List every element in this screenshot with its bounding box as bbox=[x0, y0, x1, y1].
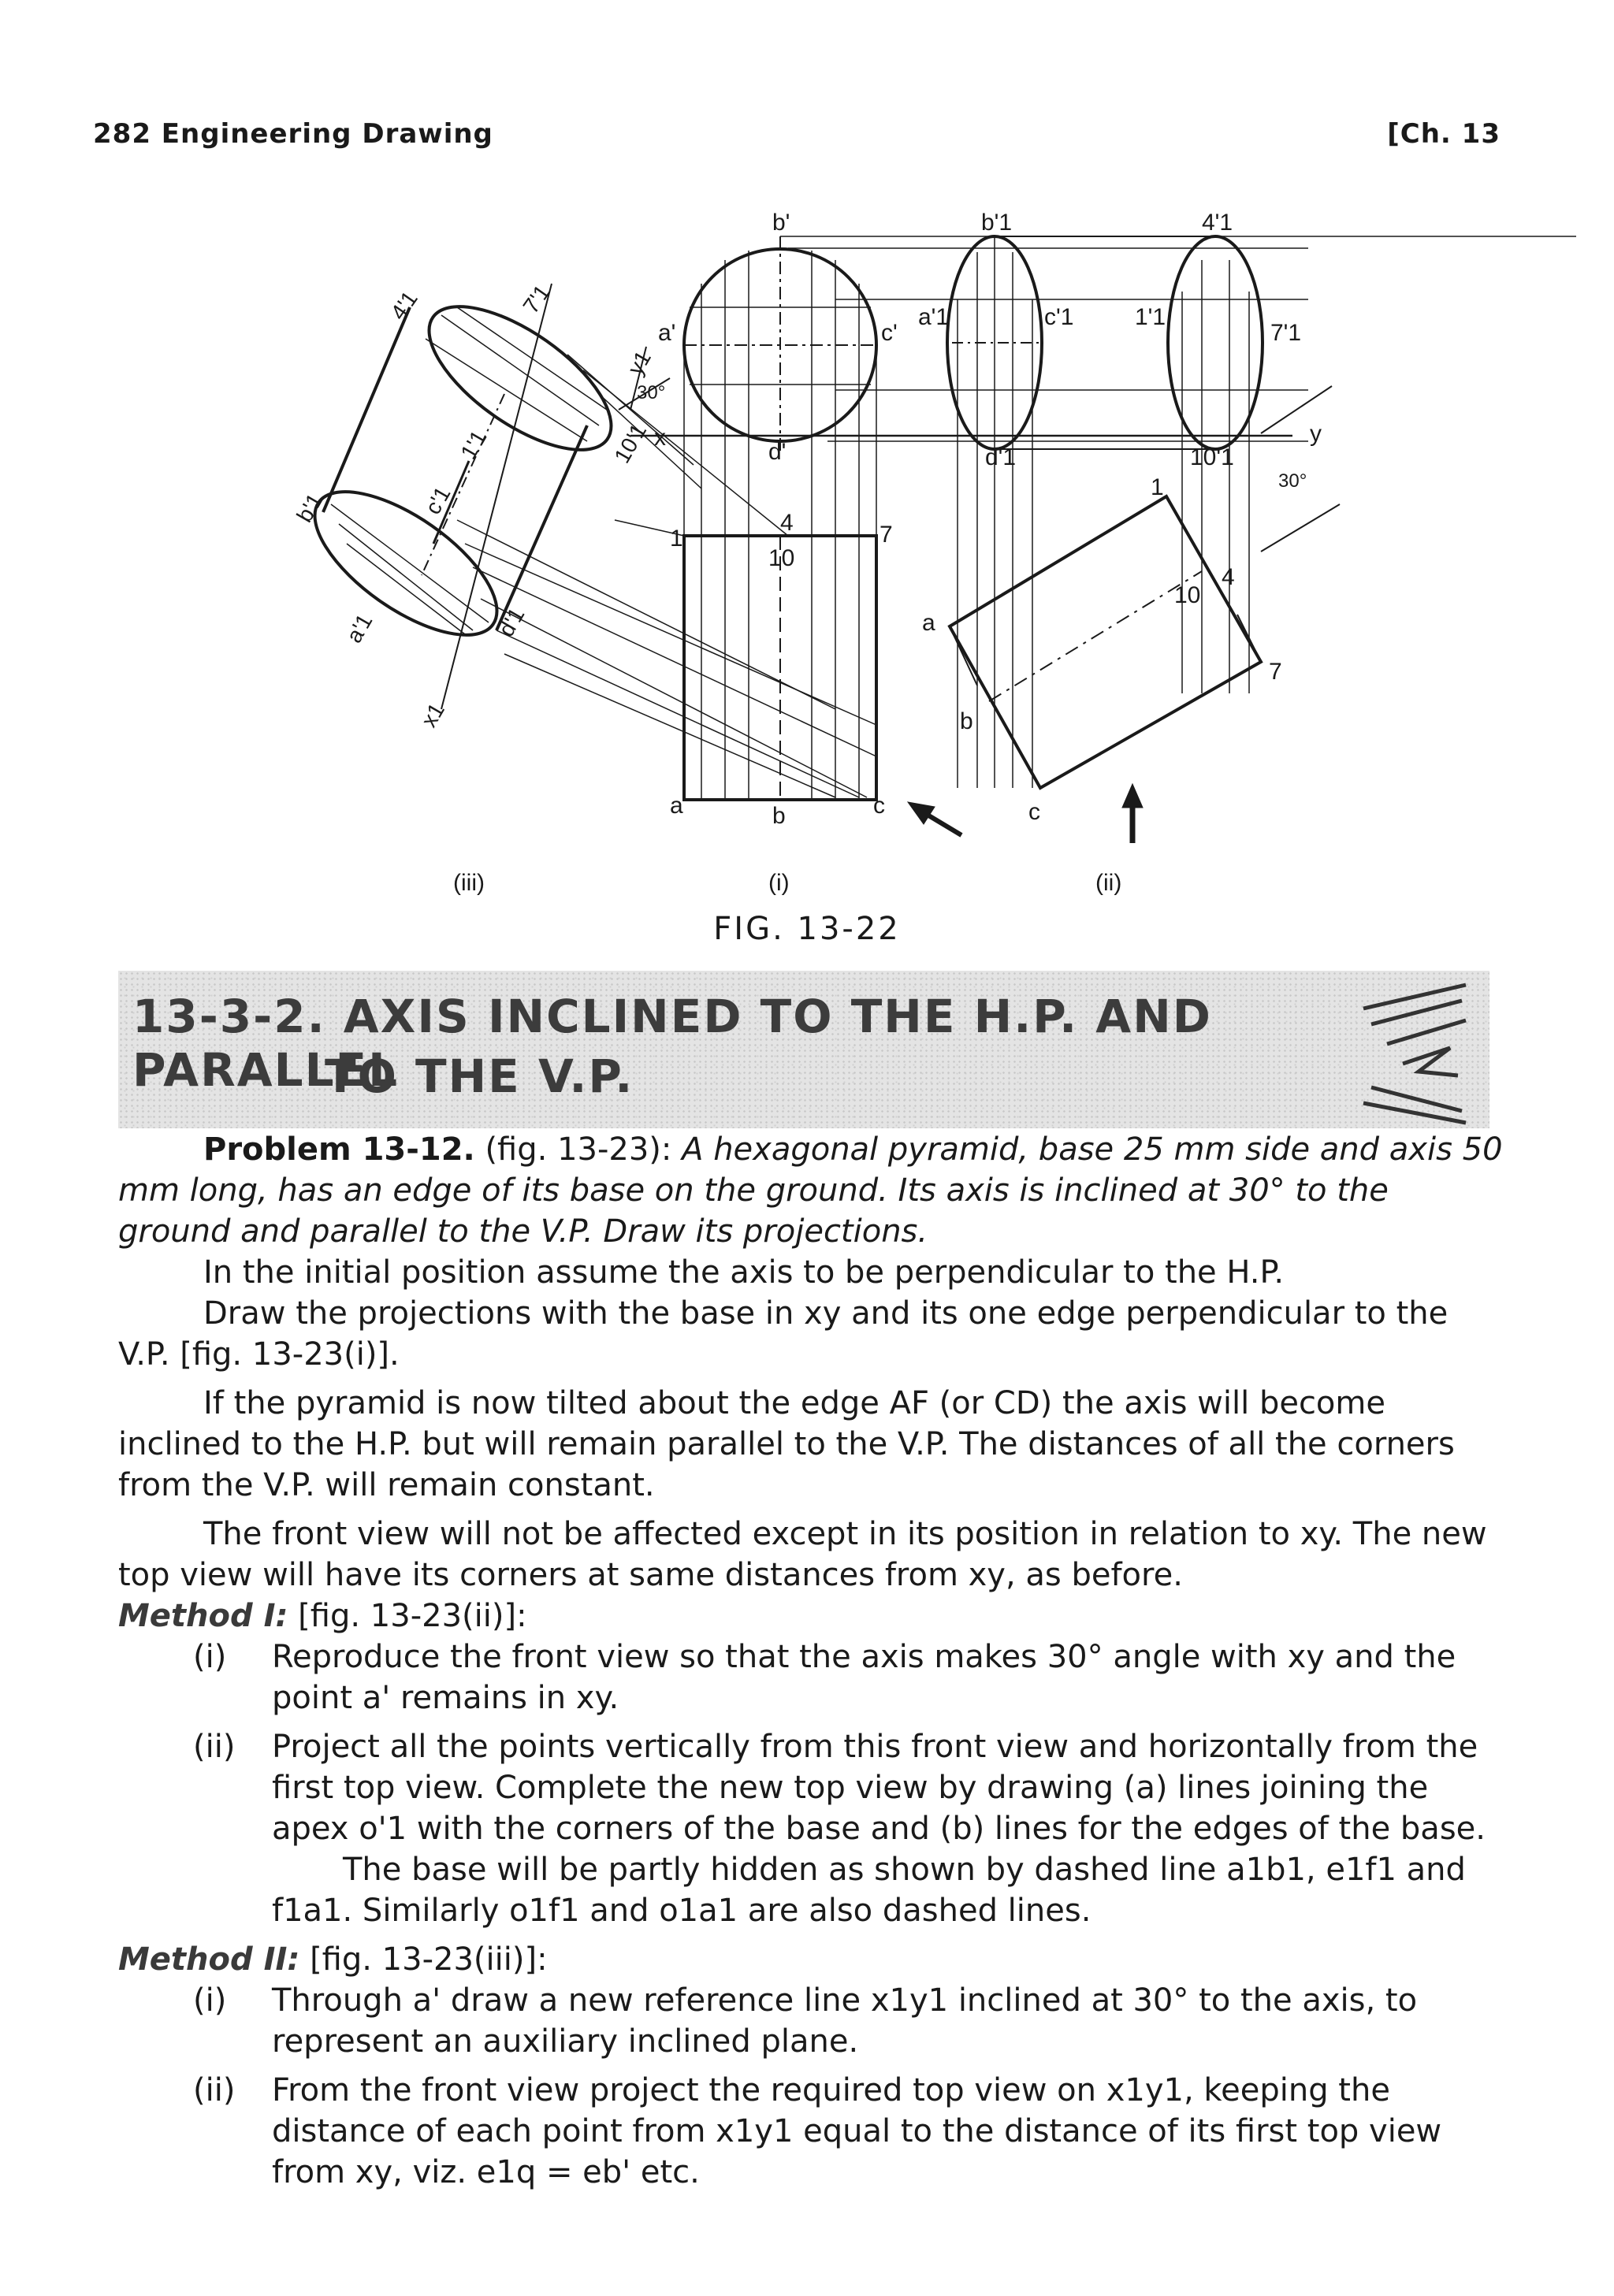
method-2-item-1 bbox=[118, 1980, 1505, 2062]
label-y1: y1 bbox=[623, 346, 656, 379]
label-1-ii: 1 bbox=[1151, 474, 1164, 500]
section-decoration-icon bbox=[1356, 977, 1474, 1127]
method-1-item-1-text: Reproduce the front view so that the axis makes 30° angle with xy and the point a' remains in xy. bbox=[272, 1639, 1456, 1716]
section-heading-line2: TO THE V.P. bbox=[325, 1050, 634, 1103]
paragraph-2: Draw the projections with the base in xy and its one edge perpendicular to the V.P. [fig. 13-23(i)]. bbox=[118, 1295, 1449, 1373]
label-a-ii: a bbox=[922, 610, 935, 636]
label-10-1-iii: 10'1 bbox=[609, 419, 652, 467]
label-10-1: 10'1 bbox=[1190, 444, 1234, 470]
method-1-item-1 bbox=[118, 1637, 1505, 1718]
label-thirty-deg-ii: 30° bbox=[1278, 470, 1307, 492]
label-b1-iii: b'1 bbox=[292, 489, 328, 526]
label-7-ii: 7 bbox=[1269, 659, 1282, 685]
label-c-ii: c bbox=[1028, 799, 1040, 825]
view-arrows bbox=[908, 784, 1143, 843]
method-2-item-1-text: Through a' draw a new reference line x1y1 inclined at 30° to the axis, to represent an auxiliary inclined plane. bbox=[272, 1982, 1418, 2060]
label-d1: d'1 bbox=[985, 444, 1017, 470]
label-1: 1 bbox=[670, 526, 683, 552]
method-1-label: Method I: bbox=[118, 1598, 288, 1634]
figure-13-22 bbox=[0, 0, 1614, 977]
problem-text: A hexagonal pyramid, base 25 mm side and axis 50 mm long, has an edge of its base on the ground. Its axis is inclined at 30° to the ground and parallel to the V.P. Draw its projections. bbox=[118, 1131, 1503, 1250]
label-b: b bbox=[772, 803, 786, 829]
label-4-1: 4'1 bbox=[1202, 210, 1233, 236]
method-1-item-2 bbox=[118, 1726, 1505, 1849]
label-c-prime: c' bbox=[881, 320, 898, 346]
tilted-top-view bbox=[950, 496, 1261, 788]
method-1-item-1-num: (i) bbox=[193, 1639, 227, 1675]
part-label-i: (i) bbox=[768, 870, 790, 896]
label-y: y bbox=[1310, 421, 1322, 447]
view-iii bbox=[292, 280, 670, 709]
problem-ref: (fig. 13-23): bbox=[485, 1131, 672, 1168]
problem-statement bbox=[118, 1129, 1505, 2193]
page-number-and-title: 282 Engineering Drawing bbox=[93, 118, 493, 150]
label-a-prime: a' bbox=[658, 320, 676, 346]
paragraph-4: The front view will not be affected except in its position in relation to xy. The new top view will have its corners at same distances from xy, as before. bbox=[118, 1516, 1487, 1593]
label-a: a bbox=[670, 793, 683, 819]
section-heading-banner bbox=[118, 971, 1489, 1128]
label-1-1-iii: 1'1 bbox=[456, 425, 492, 463]
method-1-item-2-num: (ii) bbox=[193, 1729, 236, 1765]
method-2-item-2-text: From the front view project the required top view on x1y1, keeping the distance of each point from x1y1 equal to the distance of its first top view from xy, viz. e1q = eb' etc. bbox=[272, 2072, 1442, 2190]
method-1-ref: [fig. 13-23(ii)]: bbox=[298, 1598, 527, 1634]
label-10-ii: 10 bbox=[1174, 582, 1201, 608]
label-7: 7 bbox=[880, 522, 893, 548]
label-7-1: 7'1 bbox=[1270, 320, 1302, 346]
label-b-prime: b' bbox=[772, 210, 790, 236]
label-x: x bbox=[654, 425, 666, 451]
label-b1: b'1 bbox=[981, 210, 1013, 236]
label-1-1: 1'1 bbox=[1135, 304, 1166, 330]
method-2-item-2 bbox=[118, 2070, 1505, 2193]
part-label-iii: (iii) bbox=[453, 870, 485, 896]
method-1-item-2-text: Project all the points vertically from this front view and horizontally from the first top view. Complete the new top view by drawing (a) lines joining the apex o'1 with the corners of the base and (b) lines for the edges of the base. bbox=[272, 1729, 1486, 1847]
label-b-ii: b bbox=[960, 708, 973, 734]
part-label-ii: (ii) bbox=[1095, 870, 1122, 896]
label-a1-iii: a'1 bbox=[341, 609, 377, 647]
method-2-item-2-num: (ii) bbox=[193, 2072, 236, 2108]
label-c1: c'1 bbox=[1044, 304, 1074, 330]
label-a1: a'1 bbox=[918, 304, 950, 330]
section-heading-line1: 13-3-2. AXIS INCLINED TO THE H.P. AND PARALLEL bbox=[132, 990, 1212, 1097]
label-c: c bbox=[873, 793, 885, 819]
aux-bottom-ellipse bbox=[292, 465, 519, 662]
method-2-ref: [fig. 13-23(iii)]: bbox=[310, 1941, 548, 1978]
labels-view-iii bbox=[292, 280, 656, 731]
chapter-label: [Ch. 13 bbox=[1387, 118, 1501, 150]
method-2-item-1-num: (i) bbox=[193, 1982, 227, 2019]
method-1-note: The base will be partly hidden as shown by dashed line a1b1, e1f1 and f1a1. Similarly o1f1 and o1a1 are also dashed lines. bbox=[272, 1852, 1466, 1929]
method-2-label: Method II: bbox=[118, 1941, 300, 1978]
label-4-1-iii: 4'1 bbox=[385, 286, 422, 325]
figure-caption: FIG. 13-22 bbox=[713, 911, 901, 947]
paragraph-3: If the pyramid is now tilted about the edge AF (or CD) the axis will become inclined to the H.P. but will remain parallel to the V.P. The distances of all the corners from the V.P. will remain constant. bbox=[118, 1385, 1455, 1503]
label-10: 10 bbox=[768, 545, 795, 571]
label-c1-iii: c'1 bbox=[420, 482, 456, 518]
label-4-ii: 4 bbox=[1222, 564, 1235, 590]
labels-view-ii bbox=[918, 210, 1322, 825]
problem-label: Problem 13-12. bbox=[203, 1131, 475, 1168]
label-x1: x1 bbox=[416, 698, 449, 731]
label-d1-iii: d'1 bbox=[493, 603, 530, 641]
view-i bbox=[615, 236, 1576, 800]
aux-top-ellipse bbox=[407, 280, 634, 477]
label-4: 4 bbox=[780, 510, 794, 536]
paragraph-1: In the initial position assume the axis to be perpendicular to the H.P. bbox=[203, 1254, 1285, 1291]
label-thirty-deg: 30° bbox=[637, 382, 666, 403]
label-d-prime: d' bbox=[768, 439, 787, 465]
label-7-1-iii: 7'1 bbox=[518, 280, 555, 318]
